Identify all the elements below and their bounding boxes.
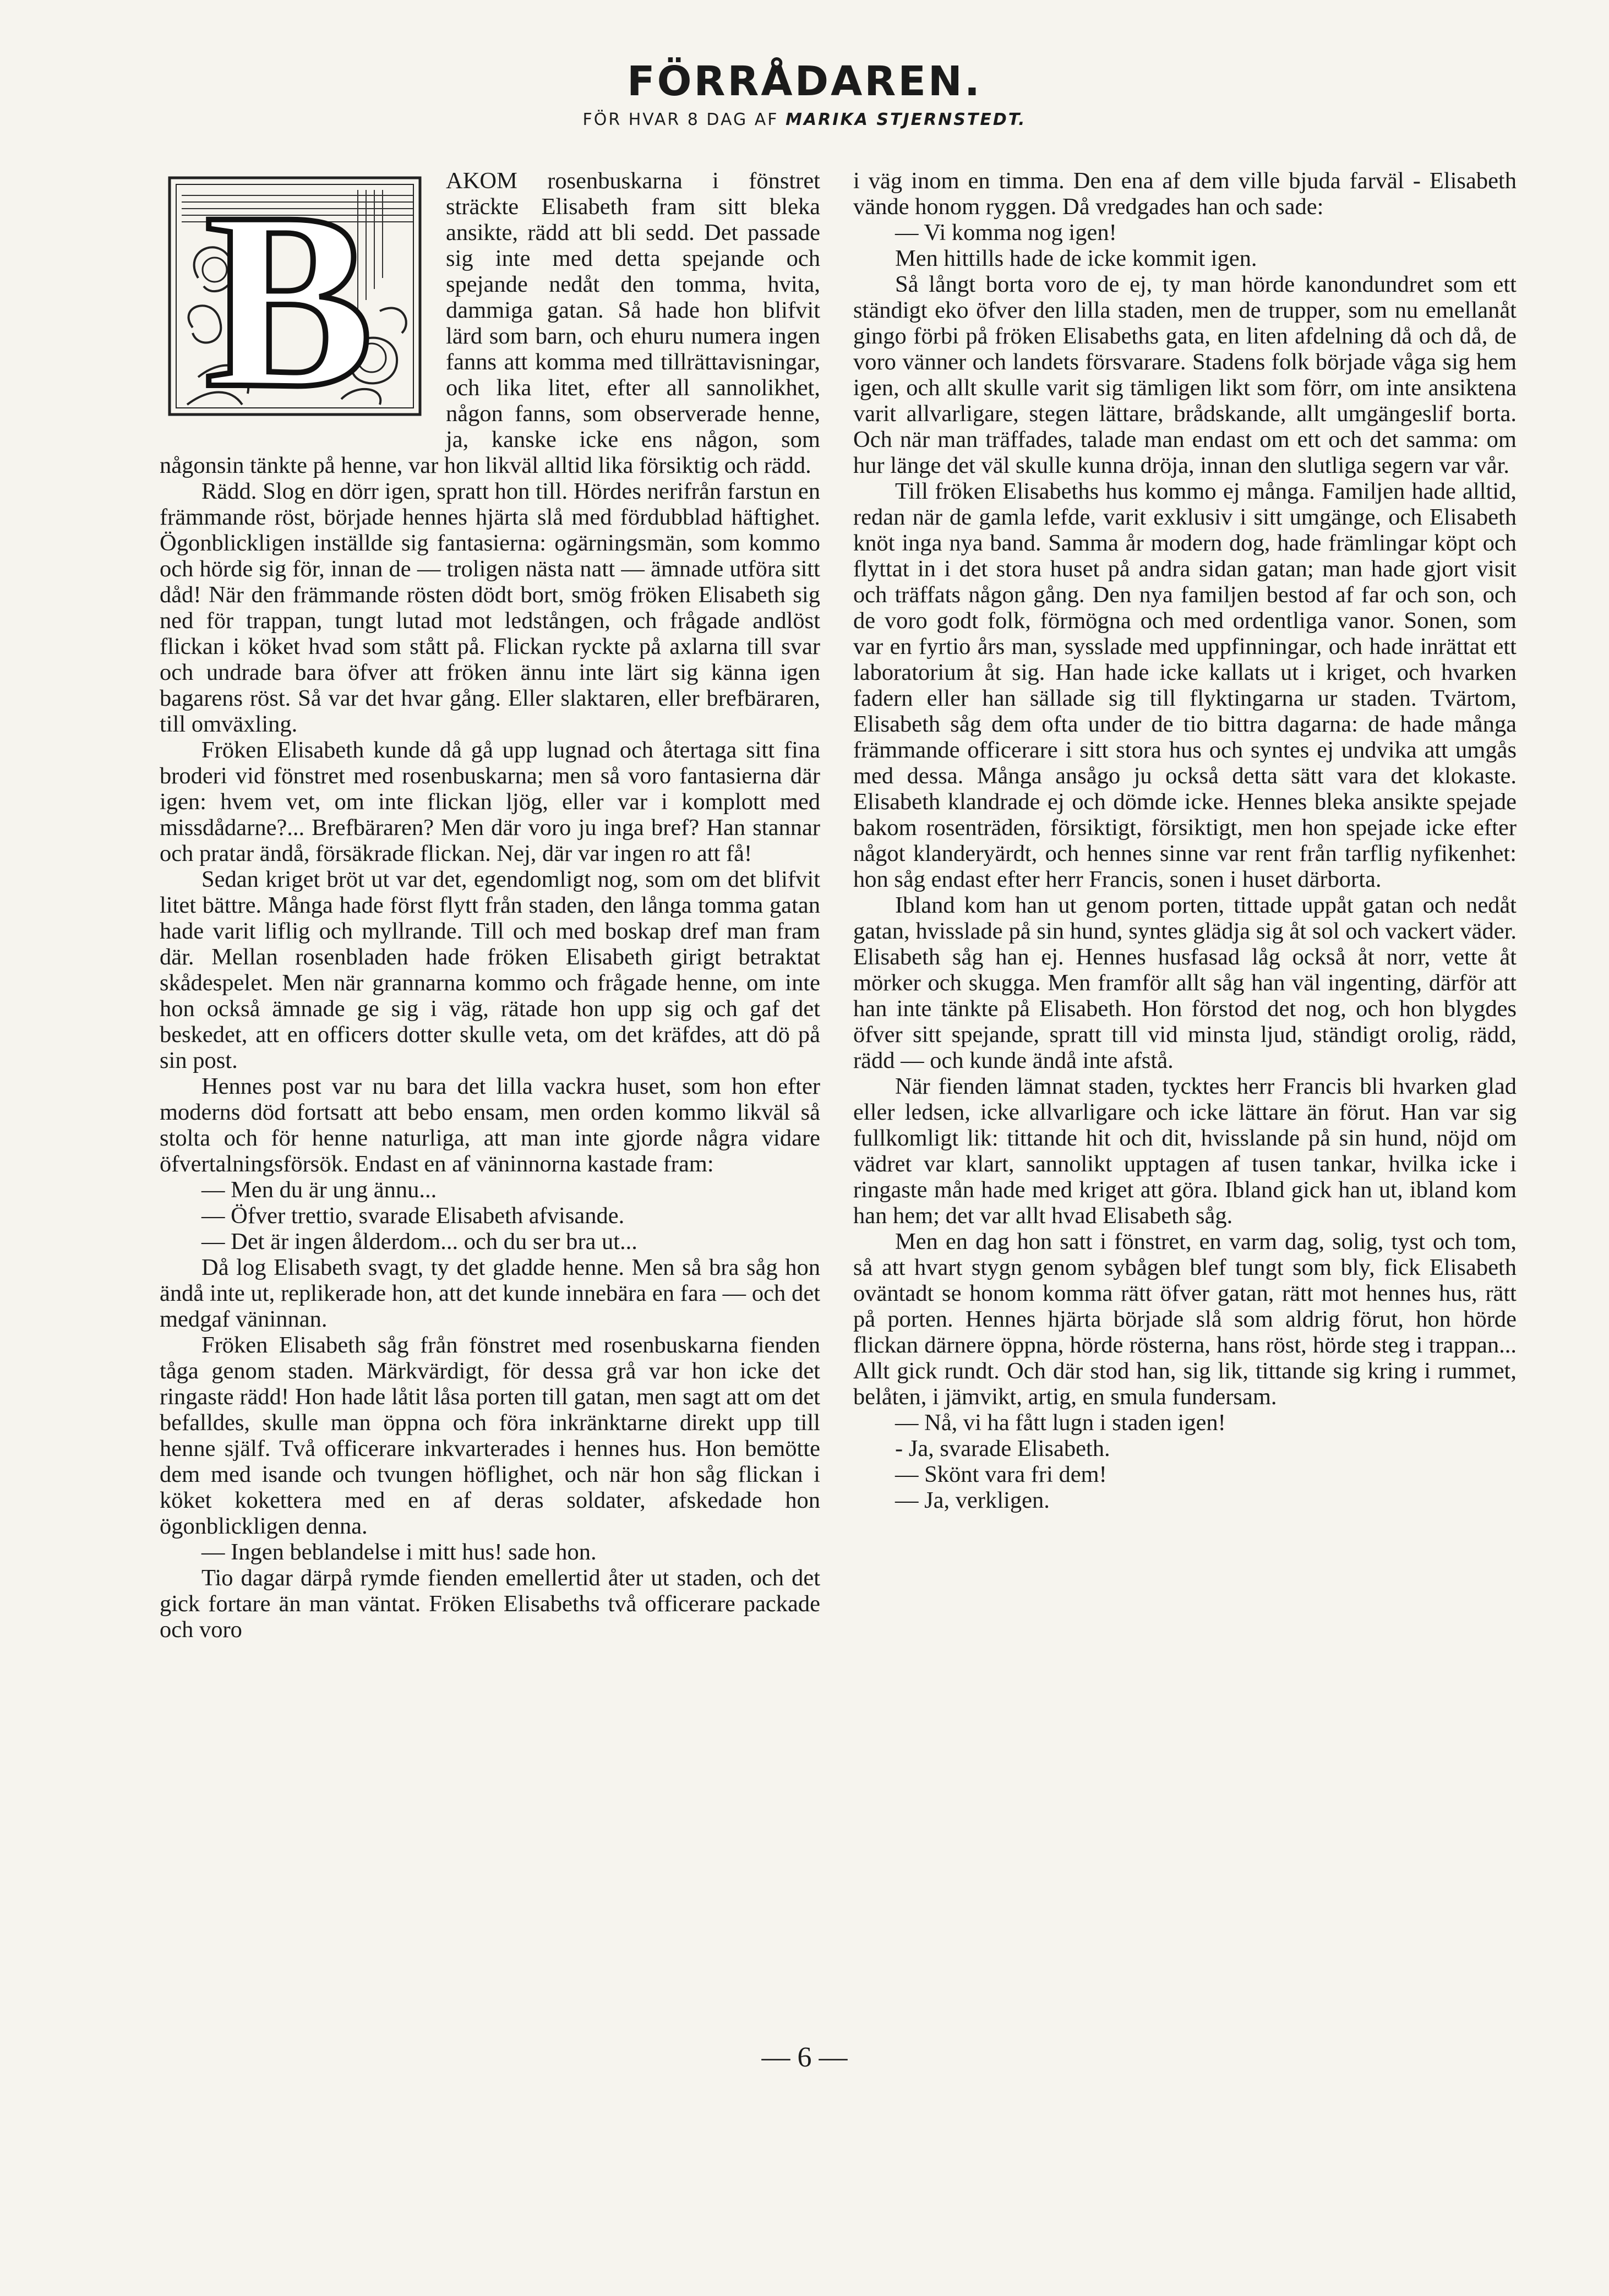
dialogue-line: — Nå, vi ha fått lugn i staden igen! [895,1410,1226,1436]
paragraph: AKOM rosenbuskarna i fönstret sträckte Elisabeth fram sitt bleka ansikte, rädd att bli sedd. Det passade sig inte med detta spejande och spejande nedåt den tomma, hvita, dammiga gatan. Så hade hon blifvit lärd som barn, och ehuru numera ingen fanns att komma med tillrättavisningar, och lika litet, efter all sannolikhet, någon fanns, som observerade henne, ja, kanske icke ens någon, som någonsin tänkte på henne, var hon likväl alltid lika försiktig och rädd. [160,168,820,478]
paragraph: Sedan kriget bröt ut var det, egendomligt nog, som om det blifvit litet bättre. Många hade först flytt från staden, den långa tomma gatan hade varit liflig och myllrande. Till och med boskap dref man fram där. Mellan rosenbladen hade fröken Elisabeth girigt betraktat skådespelet. Men när grannarna kommo och frågade henne, om inte hon också ämnade ge sig i väg, rätade hon upp sig och gaf det beskedet, att en officers dotter skulle veta, om det kräfdes, att dö på sin post. [160,866,820,1073]
dialogue-line: — Det är ingen ålderdom... och du ser bra ut... [201,1229,637,1255]
dialogue-line: — Vi komma nog igen! [895,220,1117,246]
paragraph: Men en dag hon satt i fönstret, en varm dag, solig, tyst och tom, så att hvart stygn genom sybågen blef tungt som bly, fick Elisabeth oväntadt se honom komma rätt öfver gatan, rätt mot hennes hus, rätt på porten. Hennes hjärta började slå som aldrig förut, hon hörde flickan därnere öppna, hörde rösterna, hans röst, hörde steg i trappan... Allt gick rundt. Och där stod han, sig lik, tittande sig kring i rummet, belåten, i jämvikt, artig, en smula fundersam. [853,1229,1517,1410]
dialogue-line: — Men du är ung ännu... [201,1177,437,1203]
paragraph: i väg inom en timma. Den ena af dem ville bjuda farväl - Elisabeth vände honom ryggen. Då vredgades han och sade: [853,168,1517,220]
byline [0,110,1609,129]
paragraph: Rädd. Slog en dörr igen, spratt hon till. Hördes nerifrån farstun en främmande röst, började hennes hjärta slå med fördubblad häftighet. Ögonblickligen inställde sig fantasierna: ogärningsmän, som kommo och hörde sig för, innan de — troligen nästa natt — ämnade utföra sitt dåd! När den främmande rösten dödt bort, smög fröken Elisabeth sig ned för trappan, tungt lutad mot ledstången, och frågade andlöst flickan i köket hvad som stått på. Flickan ryckte på axlarna till svar och undrade bara öfver att fröken ännu inte lärt sig känna igen bagarens röst. Så var det hvar gång. Eller slaktaren, eller brefbäraren, till omväxling. [160,478,820,737]
page-number: — 6 — [761,2042,848,2073]
paragraph: Fröken Elisabeth kunde då gå upp lugnad och återtaga sitt fina broderi vid fönstret med rosenbuskarna; men så voro fantasierna där igen: hvem vet, om inte flickan ljög, eller var i komplott med missdådarne?... Brefbäraren? Men där voro ju inga bref? Han stannar och pratar ändå, försäkrade flickan. Nej, där var ingen ro att få! [160,737,820,866]
paragraph: Så långt borta voro de ej, ty man hörde kanondundret som ett ständigt eko öfver den lilla staden, men de trupper, som nu emellanåt gingo förbi på fröken Elisabeths gata, en liten afdelning då och då, de voro vänner och landets försvarare. Stadens folk började våga sig hem igen, och allt skulle varit sig tämligen likt som förr, om inte ansiktena varit allvarligare, stegen lättare, brådskande, allt umgängeslif borta. Och när man träffades, talade man endast om ett och det samma: om hur länge det väl skulle kunna dröja, innan den slutliga segern var vår. [853,271,1517,478]
paragraph: Fröken Elisabeth såg från fönstret med rosenbuskarna fienden tåga genom staden. Märkvärdigt, för dessa grå var hon icke det ringaste rädd! Hon hade låtit låsa porten till gatan, men sagt att om det befalldes, skulle man öppna och föra inkränktarne direkt upp till henne själf. Två officerare inkvarterades i hennes hus. Hon bemötte dem med isande och tvungen höflighet, och när hon såg flickan i köket kokettera med en af deras soldater, afskedade hon ögonblickligen denna. [160,1332,820,1539]
dialogue-line: — Ja, verkligen. [895,1487,1050,1513]
dialogue-line: - Ja, svarade Elisabeth. [895,1436,1110,1461]
paragraph: Men hittills hade de icke kommit igen. [895,246,1257,271]
left-column [160,168,820,1643]
paragraph: När fienden lämnat staden, tycktes herr Francis bli hvarken glad eller ledsen, icke allvarligare och icke lättare än förut. Han var sig fullkomligt lik: tittande hit och dit, hvisslande på sin hund, nöjd om vädret var klart, sannolikt upptagen af tusen tankar, hvilka icke i ringaste mån hade med kriget att göra. Ibland gick han ut, ibland kom han hem; det var allt hvad Elisabeth såg. [853,1073,1517,1229]
right-column [853,168,1517,1513]
paragraph: Då log Elisabeth svagt, ty det gladde henne. Men så bra såg hon ändå inte ut, replikerade hon, att det kunde innebära en fara — och det medgaf väninnan. [160,1255,820,1332]
paragraph: Ibland kom han ut genom porten, tittade uppåt gatan och nedåt gatan, hvisslade på sin hund, syntes glädja sig åt sol och vackert väder. Elisabeth såg han ej. Hennes husfasad låg också åt norr, vette åt mörker och skugga. Men framför allt såg han väl ingenting, därför att han inte tänkte på Elisabeth. Hon förstod det nog, och hon blygdes öfver sitt spejande, spratt till vid minsta ljud, ständigt orolig, rädd, rädd — och kunde ändå inte afstå. [853,892,1517,1073]
decorative-dropcap [160,168,435,427]
dialogue-line: — Ingen beblandelse i mitt hus! sade hon. [201,1539,597,1565]
paragraph: Till fröken Elisabeths hus kommo ej många. Familjen hade alltid, redan när de gamla lefde, varit exklusiv i sitt umgänge, och Elisabeth knöt inga nya band. Samma år modern dog, hade främlingar köpt och flyttat in i det stora huset på andra sidan gatan; man hade gjort visit och träffats någon gång. Den nya familjen bestod af far och son, och de voro godt folk, förmögna och med ordentliga vanor. Sonen, som var en fyrtio års man, sysslade med uppfinningar, och hade inrättat ett laboratorium åt sig. Han hade icke kallats ut i kriget, och hvarken fadern eller han sällade sig till flyktingarna ur staden. Tvärtom, Elisabeth såg dem ofta under de tio bittra dagarna: de hade många främmande officerare i sitt stora hus och syntes ej undvika att umgås med dessa. Många ansågo ju också detta sätt vara det klokaste. Elisabeth klandrade ej och dömde icke. Hennes bleka ansikte spejade bakom rosenträden, försiktigt, försiktigt, men hon spejade icke efter något klanderyärdt, och hennes sinne var rent från tarflig nyfikenhet: hon såg endast efter herr Francis, sonen i huset därborta. [853,478,1517,892]
page-title: FÖRRÅDAREN. [627,58,982,105]
author-name: MARIKA STJERNSTEDT. [786,110,1027,129]
paragraph: Hennes post var nu bara det lilla vackra huset, som hon efter moderns död fortsatt att bebo ensam, men orden kommo likväl så stolta och för henne naturliga, att man inte gjorde några vidare öfvertalningsförsök. Endast en af väninnorna kastade fram: [160,1073,820,1177]
dropcap-letter: B [204,168,374,427]
dialogue-line: — Öfver trettio, svarade Elisabeth afvisande. [201,1203,625,1229]
byline-prefix: FÖR HVAR 8 DAG AF [582,110,779,129]
dialogue-line: — Skönt vara fri dem! [895,1461,1107,1487]
paragraph: Tio dagar därpå rymde fienden emellertid åter ut staden, och det gick fortare än man väntat. Fröken Elisabeths två officerare packade och voro [160,1565,820,1643]
